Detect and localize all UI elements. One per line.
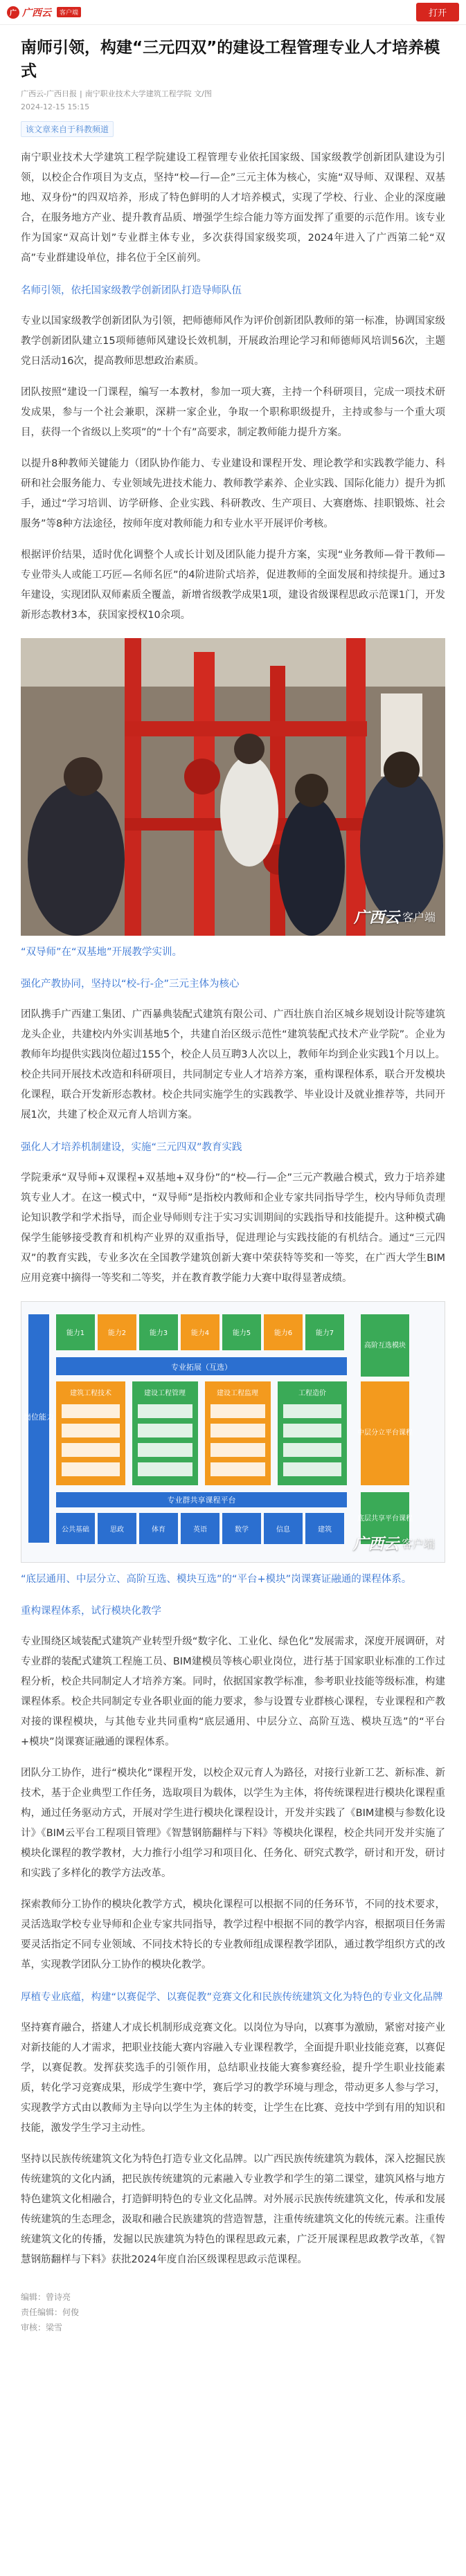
tier-mid-c1-label: 建设工程管理: [144, 1390, 186, 1397]
diagram-watermark: [353, 1532, 435, 1554]
paragraph: 根据评价结果，适时优化调整个人或长计划及团队能力提升方案，实现“业务教师—骨干教师—专业带头人或能工巧匠—名师名匠”的4阶进阶式培养，促进教师的全面发展和持续提升。通过3年建设，实现团队双师素质全覆盖，新增省级教学成果1项，建设省级课程思政示范课1门，开发新形态教材3本，获国家授权10余项。: [21, 550, 445, 621]
right-mid-label: 中层分立平台课程: [357, 1429, 413, 1437]
guangxiyun-logo[interactable]: [7, 6, 81, 19]
paragraph: 专业围绕区域装配式建筑产业转型升级“数字化、工业化、绿色化”发展需求，深度开展调研，对专业群的装配式建筑工程施工员、BIM建模员等核心职业岗位，进行基于国家职业标准的工作过程分析，校企共同制定人才培养方案。同时，依据国家教学标准，参考职业技能等级标准，构建课程体系。校企共同制定专业各职业面的能力要求，参与设置专业群核心课程，专业课程和产教对接的课程模块，与其他专业共同重构“底层通用、中层分立、高阶互选、模块互选”的“平台+模块”岗课赛证融通的课程体系。: [21, 1636, 445, 1748]
paragraph: 学院秉承“双导师+双课程+双基地+双身份”的“校—行—企”三元产教融合模式，致力于培养建筑专业人才。在这一模式中，“双导师”是指校内教师和企业专家共同指导学生，校内导师负责理论知识教学和学术指导，而企业导师则专注于实习实训期间的实践指导和技能提升。这种模式确保学生能够接受教育和机构产业界的双重指导，促进理论与实践技能的有机结合。通过“三元四双”的教育实践，专业多次在全国教学建筑创新大赛中荣获特等奖和一等奖，在广西大学生BIM应用竞赛中摘得一等奖和二等奖，并在教育教学能力大赛中取得显著成绩。: [21, 1172, 445, 1284]
ability-cell: [139, 1314, 178, 1350]
paragraph: 专业以国家级教学创新团队为引领，把师德师风作为评价创新团队教师的第一标准，协调国家级教学创新团队建立15项师德师风建设长效机制，开展政治理论学习和师德师风培训56次，主题党日活动16次，提高教师思想政治素质。: [21, 316, 445, 367]
module-box: [62, 1462, 120, 1476]
tier-mid-left-label: 建筑工程技术: [70, 1390, 111, 1397]
ability-cell: [264, 1314, 303, 1350]
footer-editor: 编辑：曾诗亮: [21, 2292, 71, 2302]
module-box: [283, 1443, 341, 1457]
module-box: [62, 1404, 120, 1418]
ability-cell: [222, 1314, 261, 1350]
tier-bottom-label: 专业群共享课程平台: [167, 1496, 236, 1505]
paragraph: 团队携手广西建工集团、广西暴典装配式建筑有限公司、广西壮族自治区城乡规划设计院等建筑龙头企业，共建校内外实训基地5个，共建自治区级示范性“建筑装配式技术产业学院”。企业为教师年均提供实践岗位超过155个，校企人员互聘3人次以上，教师年均到企业实践1个月以上。校企共同开展技术改造和科研项目，共同制定专业人才培养方案，重构课程体系，联合开发模块化课程，联合开发新形态教材。校企共同实施学生的实践教学、毕业设计及就业推荐等，共同开展1次，共建了校企双元育人培训方案。: [21, 1009, 445, 1121]
diagram-left-tag: 岗位能力: [24, 1413, 54, 1422]
tier-mid-c2-label: 建设工程监理: [217, 1390, 258, 1397]
module-box: [62, 1443, 120, 1457]
shared-course-label: 公共基础: [62, 1526, 89, 1534]
curriculum-diagram-graphic: [21, 1302, 445, 1562]
module-box: [283, 1404, 341, 1418]
photo-scene: [21, 638, 445, 936]
module-box: [138, 1462, 192, 1476]
section-heading: 强化产教协同，坚持以“校-行-企”三元主体为核心: [21, 979, 240, 990]
shared-course-label: 数学: [235, 1526, 249, 1534]
ability-cell-label: 能力5: [232, 1330, 251, 1337]
shared-course-label: 信息: [276, 1526, 290, 1534]
paragraph: 团队按照“建设一门课程，编写一本教材，参加一项大赛，主持一个科研项目，完成一项技术研发成果，参与一个社会兼职，深耕一家企业，争取一个职称职级提升，主持或参与一个重大项目，获得一个省级以上奖项”的“十个有”高要求，制定教师能力提升方案。: [21, 387, 445, 438]
shared-course-label: 英语: [193, 1526, 207, 1534]
ability-cell: [56, 1314, 95, 1350]
shared-course-label: 思政: [110, 1526, 124, 1534]
footer-review: 审核：梁雪: [21, 2323, 63, 2332]
tier-mid-right-label: 工程造价: [298, 1390, 326, 1397]
open-app-button[interactable]: 打开: [416, 3, 459, 21]
ability-cell-label: 能力6: [274, 1330, 293, 1337]
watermark-brand: 广西云: [353, 909, 400, 927]
article-title: 南师引领，构建“三元四双”的建设工程管理专业人才培养模式: [21, 39, 440, 80]
article-body: [0, 36, 466, 2356]
section-heading: 重构课程体系，试行模块化教学: [21, 1606, 161, 1617]
section-heading: 强化人才培养机制建设，实施“三元四双”教育实践: [21, 1142, 242, 1153]
ability-cell-label: 能力1: [66, 1330, 85, 1337]
paragraph: 以提升8种教师关键能力（团队协作能力、专业建设和课程开发、理论教学和实践教学能力、科研和社会服务能力、专业领域先进技术能力、教师教学素养、企业实践、国际化能力）提升为抓手，通过“学习培训、访学研修、企业实践、科研教改、生产项目、大赛磨炼、挂职锻炼、社会服务”等8种方法途径，按师年度对教师能力和专业水平开展评价考核。: [21, 458, 445, 529]
module-box: [283, 1424, 341, 1437]
watermark-brand: 广西云: [352, 1535, 399, 1553]
source-channel-link[interactable]: 该文章来自于科教频道: [21, 121, 114, 137]
watermark-client: 客户端: [402, 911, 436, 924]
publish-date: 2024-12-15 15:15: [21, 102, 90, 111]
paragraph: 探索教师分工协作的模块化教学方式，模块化课程可以根据不同的任务环节，不同的技术要求，灵活选取学校专业导师和企业专家共同指导，教学过程中根据不同的教学内容，根据项目任务需要灵活指定不同专业领域、不同技术特长的专业教师组成课程教学团队，通过教学组织方式的改革，实现教学团队分工协作的模块化教学。: [21, 1899, 445, 1970]
ability-cell-label: 能力7: [315, 1330, 334, 1337]
logo-text: 广西云: [22, 7, 51, 19]
footer-proof: 责任编辑：何俊: [21, 2307, 80, 2317]
module-box: [62, 1424, 120, 1437]
photo-watermark: [354, 906, 436, 927]
right-bottom-label: 底层共享平台课程: [357, 1515, 413, 1523]
ability-cell: [305, 1314, 344, 1350]
paragraph: 坚持以民族传统建筑文化为特色打造专业文化品牌。以广西民族传统建筑为载体，深入挖掘民族传统建筑的文化内涵，把民族传统建筑的元素融入专业教学和学生的第二课堂，建筑风格与地方特色建筑文化相融合，打造鲜明特色的专业文化品牌。对外展示民族传统建筑文化，传承和发展传统建筑的生态理念，汲取和融合民族建筑的营造智慧，注重传统建筑文化的传统元素。注重传统建筑文化的传播，发掘以民族建筑为特色的课程思政元素，广泛开展课程思政教学改革，《智慧钢筋翻样与下料》获批2024年度自治区级课程思政示范课程。: [21, 2154, 445, 2265]
logo-mark-icon: 广: [7, 6, 19, 19]
ability-cell-label: 能力2: [107, 1330, 127, 1337]
ability-cell: [98, 1314, 136, 1350]
ability-cell-label: 能力4: [190, 1330, 210, 1337]
module-box: [210, 1404, 265, 1418]
watermark-client: 客户端: [401, 1537, 435, 1550]
section-heading: 厚植专业底蕴，构建“以赛促学、以赛促教”竞赛文化和民族传统建筑文化为特色的专业文化品牌: [21, 1992, 443, 2003]
meta-outlet: 广西云-广西日报: [21, 89, 77, 98]
paragraph: 坚持赛育融合，搭建人才成长机制形成竞赛文化。以岗位为导向，以赛事为激励，紧密对接产业对新技能的人才需求，把职业技能大赛内容融入专业课程教学，全面提升职业技能竞赛，以赛促学，以赛促教。发挥获奖选手的引领作用，总结职业技能大赛参赛经验，提升学生职业技能素质，转化学习竞赛成果，形成学生赛中学，赛后学习的教学环境与理念，带动更多人参与学习，实现教学方式由以教师为主导向以学生为主体的转变，让学生在比赛、竞技中学到有用的知识和技能，激发学生学习主动性。: [21, 2022, 445, 2134]
photo-caption: “双导师”在“双基地”开展教学实训。: [21, 947, 183, 958]
ability-cell-label: 能力3: [149, 1330, 168, 1337]
paragraph: 团队分工协作，进行“模块化”课程开发，以校企双元育人为路径，对接行业新工艺、新标准、新技术，基于企业典型工作任务，选取项目为载体，以学生为主体，将传统课程进行模块化课程重构，通过任务驱动方式，开展对学生进行模块化课程设计，开发并实践了《BIM建模与参数化设计》《BIM云平台工程项目管理》《智慧钢筋翻样与下料》等模块化课程，校企共同开发并实施了模块化课程的教学教材，大力推行小组学习和项目化、任务化、研究式教学，研讨和开发，研讨和实践了多样化的教学方法改革。: [21, 1768, 445, 1879]
logo-client-badge: 客户端: [57, 7, 81, 17]
module-box: [283, 1462, 341, 1476]
meta-author: 南宁职业技术大学建筑工程学院 文/图: [84, 89, 212, 98]
module-box: [138, 1404, 192, 1418]
article-meta: 广西云-广西日报 | 南宁职业技术大学建筑工程学院 文/图: [21, 89, 212, 98]
paragraph: 南宁职业技术大学建筑工程学院建设工程管理专业依托国家级、国家级教学创新团队建设为引领，以校企合作项目为支点，坚持“校—行—企”三元主体为核心，实施“双导师、双课程、双基地、双身份”的四双培养，形成了特色鲜明的人才培养模式，实现了学校、行业、企业的深度融合，在服务地方产业、提升教育品质、增强学生综合能力等方面发挥了重要的示范作用。该专业作为国家“双高计划”专业群主体专业，多次获得国家级奖项，2024年进入了广西第二轮“双高”专业群建设单位，排名位于全区前列。: [21, 152, 445, 264]
module-box: [210, 1424, 265, 1437]
diagram-caption: “底层通用、中层分立、高阶互选、模块互选”的“平台+模块”岗课赛证融通的课程体系。: [21, 1574, 412, 1585]
article-footer: [21, 2289, 445, 2356]
module-box: [210, 1462, 265, 1476]
module-box: [210, 1443, 265, 1457]
ability-cell: [181, 1314, 219, 1350]
section-heading: 名师引领，依托国家级教学创新团队打造导师队伍: [21, 285, 242, 296]
module-box: [138, 1443, 192, 1457]
shared-course-label: 建筑: [318, 1526, 332, 1534]
module-box: [138, 1424, 192, 1437]
app-header: [0, 0, 466, 25]
tier-top-label: 专业拓展（互选）: [171, 1363, 232, 1372]
curriculum-diagram[interactable]: [21, 1301, 445, 1563]
training-photo[interactable]: [21, 638, 445, 936]
right-top-label: 高阶互选模块: [364, 1342, 406, 1350]
shared-course-label: 体育: [152, 1526, 165, 1534]
